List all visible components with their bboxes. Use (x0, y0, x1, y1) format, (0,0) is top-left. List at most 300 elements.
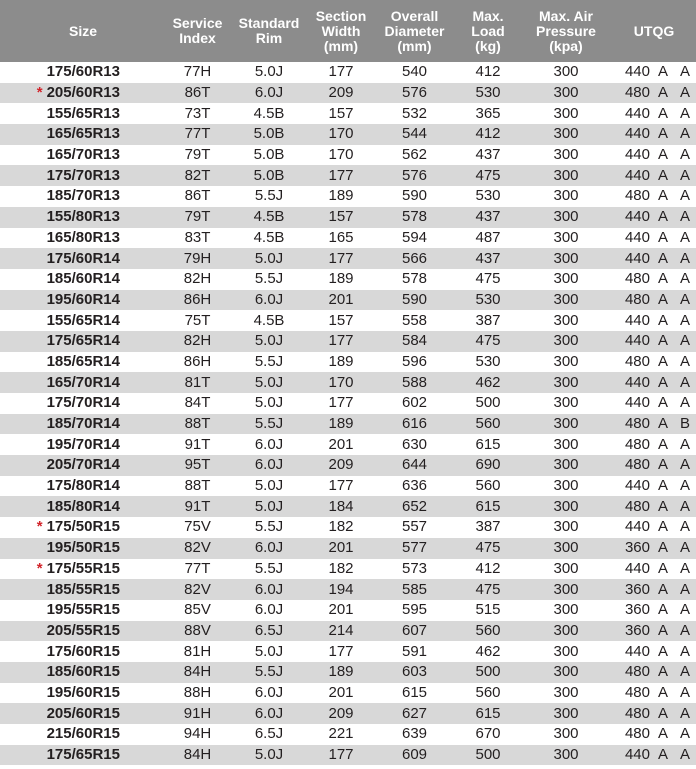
tire-size-label: 205/55R15 (46, 621, 120, 639)
tire-size-label: 165/70R14 (46, 373, 120, 391)
section-width-cell: 182 (328, 559, 354, 577)
max-air-pressure-cell: 300 (553, 228, 579, 246)
utqg-traction-cell: A (657, 435, 668, 453)
overall-diameter-cell: 594 (401, 228, 428, 246)
max-air-pressure-cell: 300 (553, 208, 579, 226)
utqg-temperature-cell: A (680, 187, 691, 205)
utqg-traction-cell: A (657, 746, 668, 764)
overall-diameter-cell: 576 (401, 84, 428, 102)
service-index-cell: 77H (183, 63, 212, 81)
max-air-pressure-cell: 300 (553, 352, 579, 370)
utqg-temperature-cell: B (680, 415, 691, 433)
service-index-cell: 86T (184, 187, 211, 205)
tire-size-label: 205/60R15 (46, 704, 120, 722)
utqg-treadwear-cell: 360 (624, 621, 650, 639)
max-load-cell: 530 (475, 84, 501, 102)
table-row (0, 393, 696, 414)
overall-diameter-cell: 627 (401, 704, 428, 722)
overall-diameter-cell: 596 (401, 352, 428, 370)
section-width-cell: 189 (328, 352, 354, 370)
size-cell (0, 703, 166, 724)
utqg-temperature-cell: A (680, 539, 691, 557)
section-width-cell: 177 (328, 249, 354, 267)
max-load-cell: 530 (475, 290, 501, 308)
max-load-cell: 475 (475, 166, 501, 184)
tire-size-label: 185/80R14 (46, 497, 120, 515)
max-load-cell: 615 (475, 704, 501, 722)
utqg-treadwear-cell: 440 (624, 477, 650, 495)
size-cell (0, 393, 166, 414)
max-air-pressure-cell: 300 (553, 290, 579, 308)
max-air-pressure-cell: 300 (553, 146, 579, 164)
utqg-traction-cell: A (657, 290, 668, 308)
service-index-cell: 82H (183, 332, 212, 350)
tire-size-label: 165/70R13 (46, 146, 120, 164)
section-width-cell: 214 (328, 621, 354, 639)
table-row (0, 207, 696, 228)
section-width-cell: 170 (328, 146, 354, 164)
overall-diameter-cell: 578 (401, 270, 428, 288)
utqg-temperature-cell: A (680, 394, 691, 412)
tire-size-label: 155/65R13 (46, 104, 120, 122)
utqg-treadwear-cell: 440 (624, 104, 650, 122)
service-index-cell: 88H (183, 683, 212, 701)
max-air-pressure-cell: 300 (553, 663, 579, 681)
overall-diameter-cell: 636 (401, 477, 428, 495)
utqg-treadwear-cell: 360 (624, 539, 650, 557)
standard-rim-cell: 6.0J (254, 456, 284, 474)
size-cell (0, 331, 166, 352)
overall-diameter-cell: 544 (401, 125, 428, 143)
tire-size-label: 215/60R15 (46, 725, 120, 743)
section-width-cell: 189 (328, 270, 354, 288)
overall-diameter-cell: 576 (401, 166, 428, 184)
max-air-pressure-cell: 300 (553, 249, 579, 267)
size-cell (0, 207, 166, 228)
standard-rim-cell: 5.5J (254, 663, 284, 681)
utqg-treadwear-cell: 480 (624, 435, 650, 453)
size-cell (0, 621, 166, 642)
size-cell (0, 641, 166, 662)
service-index-cell: 82V (184, 539, 211, 557)
max-air-pressure-cell: 300 (553, 518, 579, 536)
size-cell (0, 83, 166, 104)
utqg-temperature-cell: A (680, 208, 691, 226)
table-row (0, 641, 696, 662)
overall-diameter-cell: 652 (401, 497, 428, 515)
section-width-cell: 221 (328, 725, 354, 743)
section-width-cell: 189 (328, 415, 354, 433)
tire-size-label: 165/65R13 (46, 125, 120, 143)
service-index-cell: 84H (183, 663, 212, 681)
utqg-temperature-cell: A (680, 725, 691, 743)
standard-rim-cell: 6.5J (254, 725, 284, 743)
tire-size-label: 185/60R14 (46, 270, 120, 288)
utqg-traction-cell: A (657, 580, 668, 598)
standard-rim-cell: 5.0J (254, 746, 284, 764)
utqg-temperature-cell: A (680, 125, 691, 143)
service-index-cell: 88V (184, 621, 211, 639)
table-row (0, 62, 696, 83)
section-width-cell: 157 (328, 311, 354, 329)
standard-rim-cell: 5.5J (254, 187, 284, 205)
size-cell (0, 559, 166, 580)
table-row (0, 559, 696, 580)
standard-rim-cell: 5.5J (254, 518, 284, 536)
service-index-cell: 95T (184, 456, 211, 474)
header-overall-diameter: Overall Diameter (mm) (384, 7, 445, 54)
section-width-cell: 201 (328, 683, 354, 701)
utqg-traction-cell: A (657, 249, 668, 267)
service-index-cell: 83T (184, 228, 211, 246)
utqg-treadwear-cell: 440 (624, 394, 650, 412)
overall-diameter-cell: 573 (401, 559, 428, 577)
utqg-traction-cell: A (657, 663, 668, 681)
table-row (0, 83, 696, 104)
service-index-cell: 73T (184, 104, 211, 122)
max-load-cell: 615 (475, 435, 501, 453)
max-air-pressure-cell: 300 (553, 683, 579, 701)
utqg-treadwear-cell: 360 (624, 601, 650, 619)
utqg-treadwear-cell: 480 (624, 290, 650, 308)
utqg-treadwear-cell: 440 (624, 559, 650, 577)
utqg-temperature-cell: A (680, 704, 691, 722)
utqg-temperature-cell: A (680, 332, 691, 350)
service-index-cell: 84H (183, 746, 212, 764)
max-load-cell: 670 (475, 725, 501, 743)
service-index-cell: 86H (183, 352, 212, 370)
size-cell (0, 165, 166, 186)
utqg-traction-cell: A (657, 187, 668, 205)
table-row (0, 103, 696, 124)
utqg-traction-cell: A (657, 415, 668, 433)
tire-size-label: 155/65R14 (46, 311, 120, 329)
max-air-pressure-cell: 300 (553, 84, 579, 102)
size-cell (0, 290, 166, 311)
overall-diameter-cell: 562 (401, 146, 428, 164)
max-load-cell: 462 (475, 373, 501, 391)
size-cell (0, 476, 166, 497)
max-load-cell: 500 (475, 394, 501, 412)
tire-size-label: 175/60R15 (46, 642, 120, 660)
tire-size-label: 205/60R13 (46, 84, 120, 102)
max-air-pressure-cell: 300 (553, 601, 579, 619)
tire-size-label: 185/60R15 (46, 663, 120, 681)
utqg-treadwear-cell: 480 (624, 187, 650, 205)
section-width-cell: 189 (328, 187, 354, 205)
table-body (0, 62, 696, 765)
max-air-pressure-cell: 300 (553, 477, 579, 495)
standard-rim-cell: 5.0B (253, 146, 285, 164)
utqg-treadwear-cell: 440 (624, 746, 650, 764)
utqg-traction-cell: A (657, 621, 668, 639)
max-air-pressure-cell: 300 (553, 642, 579, 660)
table-row (0, 662, 696, 683)
utqg-treadwear-cell: 440 (624, 63, 650, 81)
utqg-temperature-cell: A (680, 580, 691, 598)
service-index-cell: 91H (183, 704, 212, 722)
max-air-pressure-cell: 300 (553, 311, 579, 329)
tire-size-label: 185/55R15 (46, 580, 120, 598)
overall-diameter-cell: 588 (401, 373, 428, 391)
utqg-traction-cell: A (657, 497, 668, 515)
overall-diameter-cell: 630 (401, 435, 428, 453)
max-load-cell: 475 (475, 270, 501, 288)
table-row (0, 352, 696, 373)
utqg-traction-cell: A (657, 725, 668, 743)
overall-diameter-cell: 578 (401, 208, 428, 226)
overall-diameter-cell: 540 (401, 63, 428, 81)
size-cell (0, 269, 166, 290)
standard-rim-cell: 6.0J (254, 539, 284, 557)
tire-size-label: 175/60R13 (46, 63, 120, 81)
utqg-traction-cell: A (657, 208, 668, 226)
service-index-cell: 86H (183, 290, 212, 308)
asterisk-marker-icon: * (36, 84, 43, 102)
max-load-cell: 500 (475, 746, 501, 764)
service-index-cell: 75T (184, 311, 211, 329)
header-standard-rim: Standard Rim (238, 15, 300, 46)
size-cell (0, 579, 166, 600)
utqg-temperature-cell: A (680, 683, 691, 701)
standard-rim-cell: 5.5J (254, 415, 284, 433)
utqg-temperature-cell: A (680, 435, 691, 453)
utqg-temperature-cell: A (680, 290, 691, 308)
max-air-pressure-cell: 300 (553, 166, 579, 184)
utqg-treadwear-cell: 440 (624, 208, 650, 226)
utqg-traction-cell: A (657, 683, 668, 701)
tire-size-label: 185/70R14 (46, 415, 120, 433)
utqg-treadwear-cell: 480 (624, 663, 650, 681)
section-width-cell: 177 (328, 642, 354, 660)
max-load-cell: 530 (475, 187, 501, 205)
table-row (0, 724, 696, 745)
utqg-traction-cell: A (657, 146, 668, 164)
tire-size-label: 175/65R14 (46, 332, 120, 350)
utqg-traction-cell: A (657, 394, 668, 412)
utqg-temperature-cell: A (680, 249, 691, 267)
max-air-pressure-cell: 300 (553, 63, 579, 81)
service-index-cell: 81T (184, 373, 211, 391)
size-cell (0, 310, 166, 331)
utqg-temperature-cell: A (680, 601, 691, 619)
max-air-pressure-cell: 300 (553, 621, 579, 639)
utqg-treadwear-cell: 480 (624, 84, 650, 102)
utqg-treadwear-cell: 440 (624, 228, 650, 246)
size-cell (0, 455, 166, 476)
service-index-cell: 75V (184, 518, 211, 536)
utqg-temperature-cell: A (680, 146, 691, 164)
utqg-treadwear-cell: 440 (624, 332, 650, 350)
section-width-cell: 157 (328, 104, 354, 122)
standard-rim-cell: 5.0B (253, 166, 285, 184)
service-index-cell: 82V (184, 580, 211, 598)
service-index-cell: 79T (184, 146, 211, 164)
overall-diameter-cell: 639 (401, 725, 428, 743)
max-air-pressure-cell: 300 (553, 394, 579, 412)
service-index-cell: 85V (184, 601, 211, 619)
utqg-temperature-cell: A (680, 352, 691, 370)
standard-rim-cell: 6.0J (254, 601, 284, 619)
overall-diameter-cell: 566 (401, 249, 428, 267)
size-cell (0, 248, 166, 269)
tire-size-label: 195/50R15 (46, 539, 120, 557)
overall-diameter-cell: 609 (401, 746, 428, 764)
table-row (0, 186, 696, 207)
utqg-traction-cell: A (657, 704, 668, 722)
utqg-treadwear-cell: 440 (624, 642, 650, 660)
tire-size-label: 155/80R13 (46, 208, 120, 226)
service-index-cell: 88T (184, 415, 211, 433)
utqg-traction-cell: A (657, 63, 668, 81)
max-load-cell: 615 (475, 497, 501, 515)
section-width-cell: 201 (328, 290, 354, 308)
utqg-treadwear-cell: 480 (624, 704, 650, 722)
table-row (0, 517, 696, 538)
standard-rim-cell: 5.0B (253, 125, 285, 143)
size-cell (0, 600, 166, 621)
utqg-treadwear-cell: 440 (624, 249, 650, 267)
size-cell (0, 434, 166, 455)
table-row (0, 579, 696, 600)
utqg-traction-cell: A (657, 166, 668, 184)
standard-rim-cell: 5.0J (254, 373, 284, 391)
tire-size-label: 195/55R15 (46, 601, 120, 619)
utqg-treadwear-cell: 360 (624, 580, 650, 598)
utqg-traction-cell: A (657, 84, 668, 102)
section-width-cell: 209 (328, 704, 354, 722)
utqg-traction-cell: A (657, 559, 668, 577)
utqg-temperature-cell: A (680, 63, 691, 81)
utqg-temperature-cell: A (680, 621, 691, 639)
max-load-cell: 560 (475, 621, 501, 639)
max-load-cell: 387 (475, 311, 501, 329)
max-air-pressure-cell: 300 (553, 270, 579, 288)
max-load-cell: 437 (475, 249, 501, 267)
utqg-traction-cell: A (657, 477, 668, 495)
tire-size-label: 195/60R14 (46, 290, 120, 308)
table-row (0, 331, 696, 352)
max-air-pressure-cell: 300 (553, 435, 579, 453)
standard-rim-cell: 5.5J (254, 352, 284, 370)
max-load-cell: 437 (475, 146, 501, 164)
table-row (0, 124, 696, 145)
tire-size-label: 165/80R13 (46, 228, 120, 246)
tire-size-label: 205/70R14 (46, 456, 120, 474)
max-air-pressure-cell: 300 (553, 746, 579, 764)
standard-rim-cell: 5.5J (254, 559, 284, 577)
table-row (0, 372, 696, 393)
size-cell (0, 62, 166, 83)
size-cell (0, 517, 166, 538)
max-air-pressure-cell: 300 (553, 539, 579, 557)
table-row (0, 414, 696, 435)
utqg-temperature-cell: A (680, 373, 691, 391)
overall-diameter-cell: 532 (401, 104, 428, 122)
overall-diameter-cell: 584 (401, 332, 428, 350)
asterisk-marker-icon: * (36, 559, 43, 577)
service-index-cell: 88T (184, 477, 211, 495)
section-width-cell: 201 (328, 539, 354, 557)
table-row (0, 269, 696, 290)
utqg-temperature-cell: A (680, 642, 691, 660)
standard-rim-cell: 6.0J (254, 84, 284, 102)
service-index-cell: 91T (184, 497, 211, 515)
standard-rim-cell: 6.0J (254, 683, 284, 701)
utqg-treadwear-cell: 440 (624, 166, 650, 184)
service-index-cell: 77T (184, 559, 211, 577)
table-row (0, 434, 696, 455)
max-load-cell: 412 (475, 559, 501, 577)
utqg-treadwear-cell: 480 (624, 456, 650, 474)
max-load-cell: 560 (475, 477, 501, 495)
max-load-cell: 560 (475, 415, 501, 433)
table-row (0, 248, 696, 269)
section-width-cell: 177 (328, 746, 354, 764)
standard-rim-cell: 6.5J (254, 621, 284, 639)
service-index-cell: 79H (183, 249, 212, 267)
utqg-temperature-cell: A (680, 456, 691, 474)
table-row (0, 476, 696, 497)
max-air-pressure-cell: 300 (553, 580, 579, 598)
utqg-temperature-cell: A (680, 311, 691, 329)
asterisk-marker-icon: * (36, 518, 43, 536)
max-air-pressure-cell: 300 (553, 125, 579, 143)
utqg-traction-cell: A (657, 332, 668, 350)
table-row (0, 745, 696, 766)
utqg-traction-cell: A (657, 228, 668, 246)
standard-rim-cell: 6.0J (254, 435, 284, 453)
utqg-treadwear-cell: 480 (624, 352, 650, 370)
standard-rim-cell: 4.5B (253, 311, 285, 329)
header-utqg: UTQG (633, 22, 675, 39)
size-cell (0, 745, 166, 766)
section-width-cell: 182 (328, 518, 354, 536)
section-width-cell: 177 (328, 166, 354, 184)
overall-diameter-cell: 616 (401, 415, 428, 433)
table-row (0, 703, 696, 724)
overall-diameter-cell: 595 (401, 601, 428, 619)
max-load-cell: 515 (475, 601, 501, 619)
utqg-treadwear-cell: 480 (624, 683, 650, 701)
utqg-treadwear-cell: 480 (624, 270, 650, 288)
max-air-pressure-cell: 300 (553, 456, 579, 474)
tire-size-label: 175/80R14 (46, 477, 120, 495)
utqg-treadwear-cell: 440 (624, 373, 650, 391)
section-width-cell: 177 (328, 477, 354, 495)
standard-rim-cell: 5.0J (254, 394, 284, 412)
max-air-pressure-cell: 300 (553, 415, 579, 433)
table-row (0, 496, 696, 517)
service-index-cell: 79T (184, 208, 211, 226)
utqg-temperature-cell: A (680, 559, 691, 577)
service-index-cell: 86T (184, 84, 211, 102)
standard-rim-cell: 5.0J (254, 642, 284, 660)
utqg-traction-cell: A (657, 104, 668, 122)
tire-size-label: 175/65R15 (46, 746, 120, 764)
max-load-cell: 487 (475, 228, 501, 246)
overall-diameter-cell: 591 (401, 642, 428, 660)
utqg-temperature-cell: A (680, 746, 691, 764)
size-cell (0, 228, 166, 249)
standard-rim-cell: 5.0J (254, 249, 284, 267)
tire-size-label: 175/70R13 (46, 166, 120, 184)
standard-rim-cell: 5.0J (254, 332, 284, 350)
max-load-cell: 365 (475, 104, 501, 122)
utqg-traction-cell: A (657, 311, 668, 329)
utqg-traction-cell: A (657, 373, 668, 391)
max-air-pressure-cell: 300 (553, 187, 579, 205)
